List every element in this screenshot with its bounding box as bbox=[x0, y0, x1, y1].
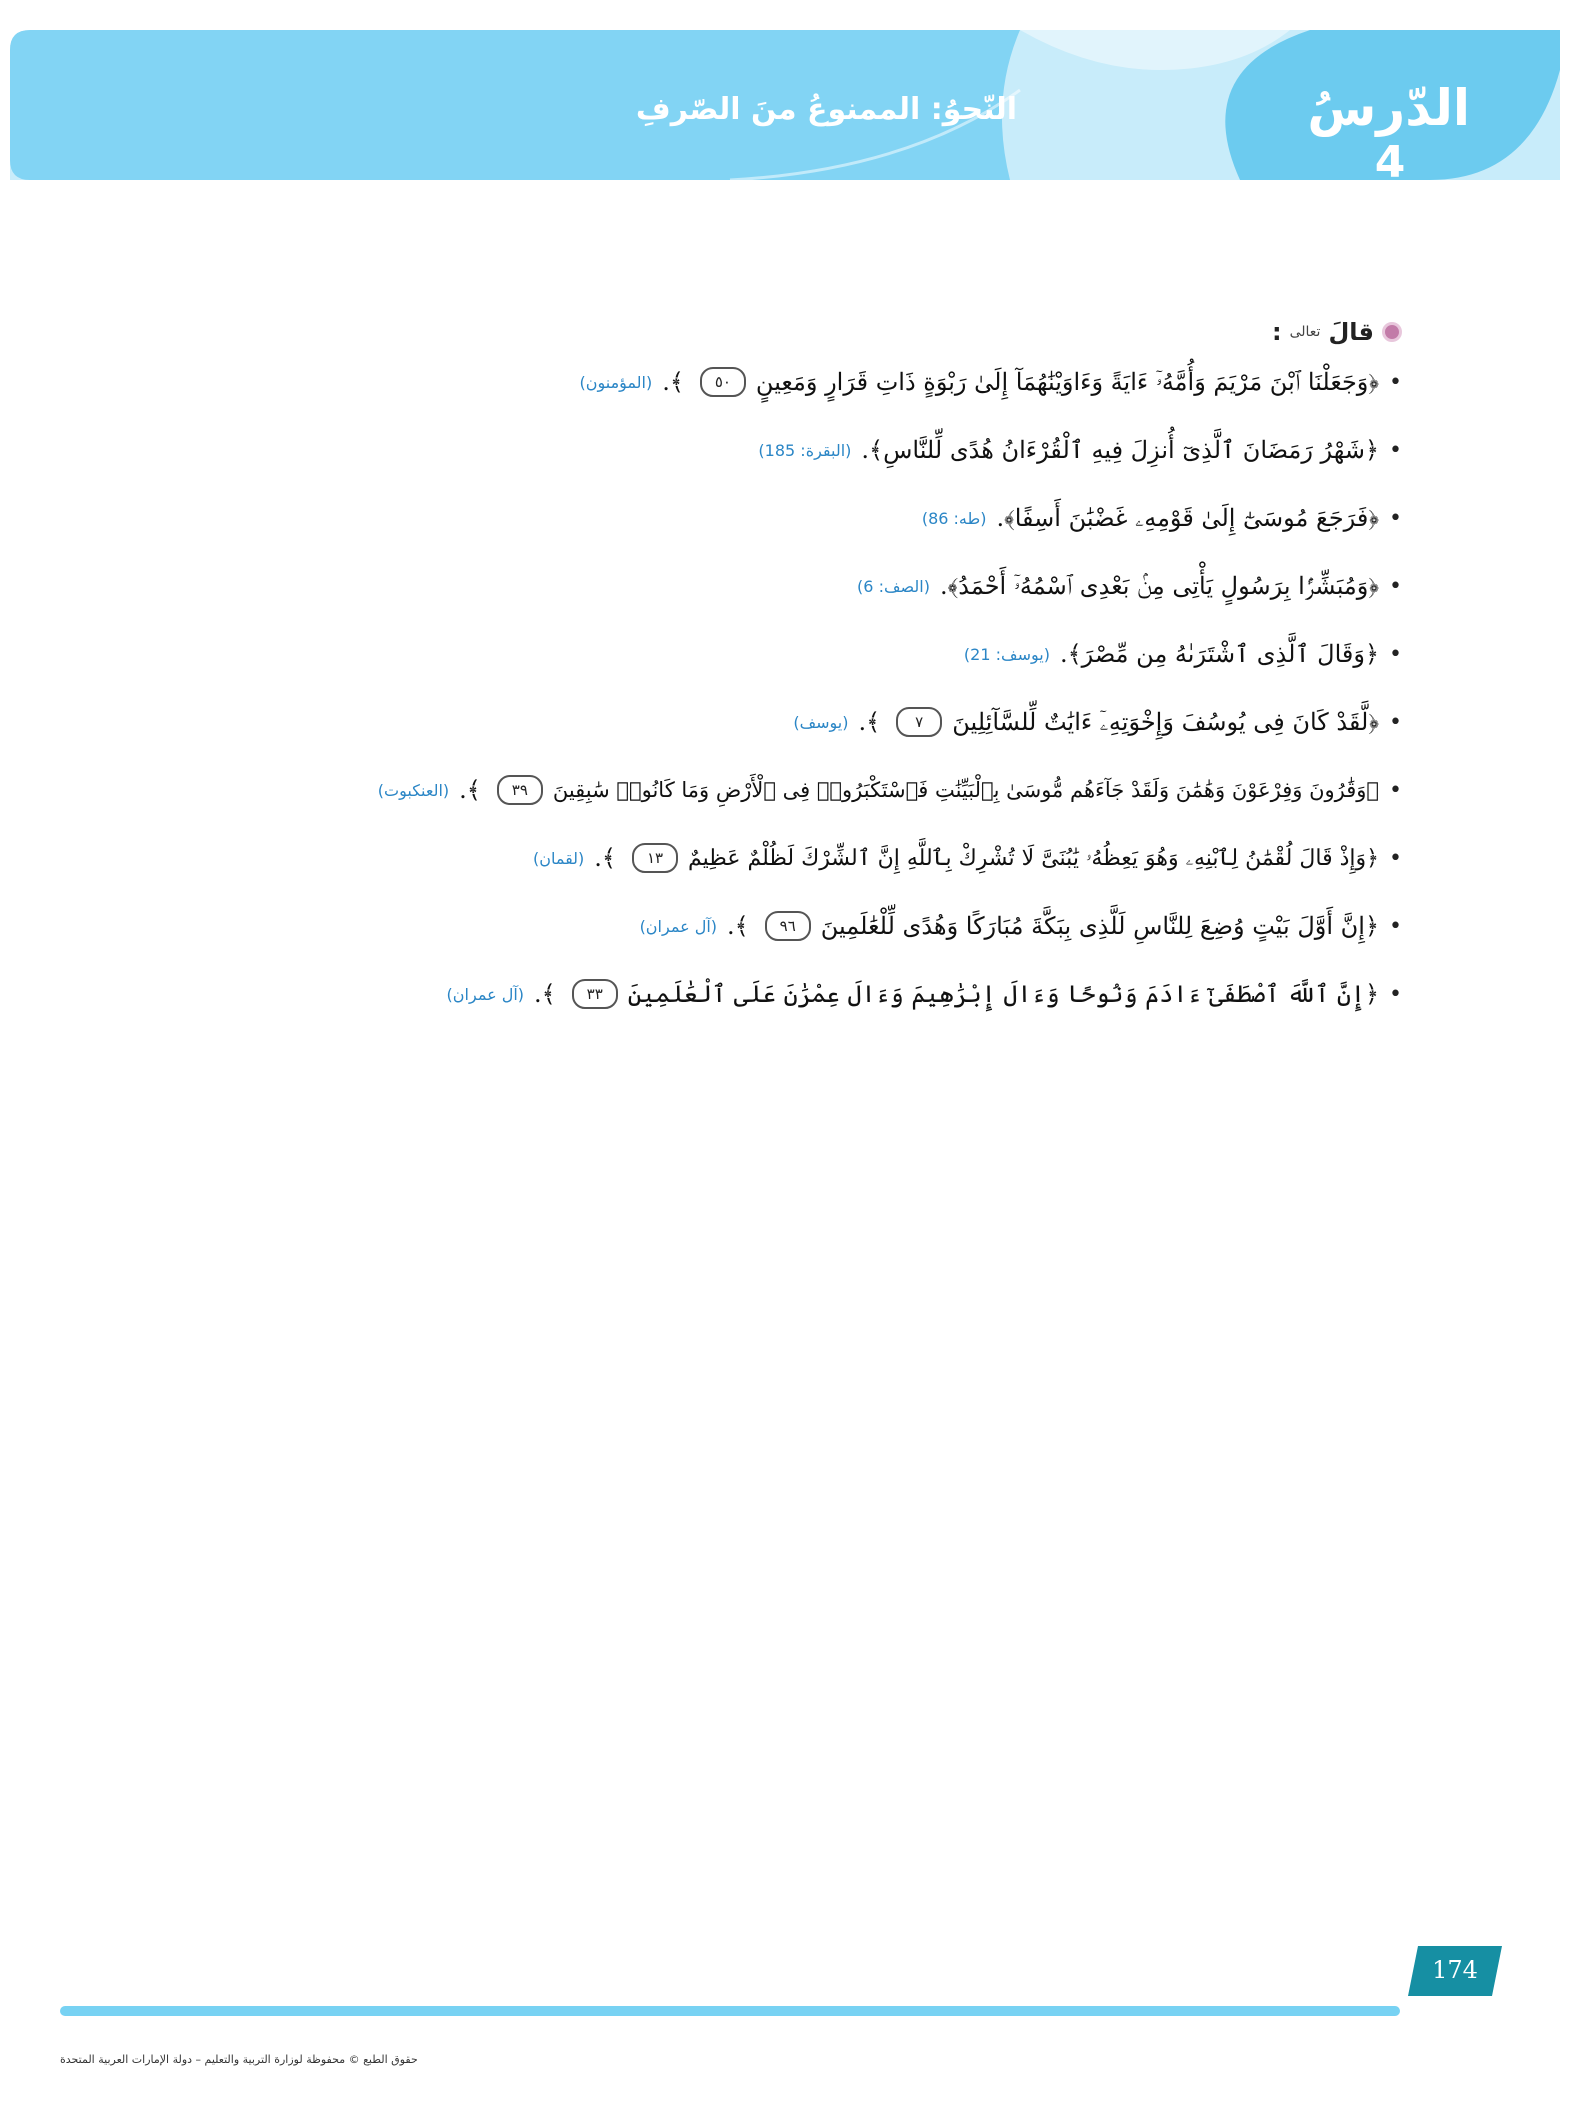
verse-text: ﴿وَمُبَشِّرًۢا بِرَسُولٍ يَأْتِى مِنۢ بَعْدِى ٱسْمُهُۥٓ أَحْمَدُ﴾. bbox=[939, 572, 1380, 600]
lesson-title: النّحوُ: الممنوعُ منَ الصّرفِ bbox=[635, 92, 1017, 127]
verse-text: ﴿فَرَجَعَ مُوسَىٰٓ إِلَىٰ قَوْمِهِۦ غَضْبَٰنَ أَسِفًا﴾. bbox=[996, 504, 1380, 532]
verse-reference: (العنكبوت) bbox=[377, 780, 450, 800]
verse-text: ﴿وَجَعَلْنَا ٱبْنَ مَرْيَمَ وَأُمَّهُۥٓ ءَايَةً وَءَاوَيْنَٰهُمَآ إِلَىٰ رَبْوَةٍ ذَاتِ قَرَارٍ وَمَعِينٍ bbox=[755, 368, 1380, 396]
verse-reference: (المؤمنون) bbox=[579, 372, 653, 392]
verse-item bbox=[162, 348, 1402, 416]
verse-close: ﴾. bbox=[459, 776, 481, 804]
verse-number: ٣٩ bbox=[497, 775, 543, 805]
verse-reference: (يوسف: 21) bbox=[963, 644, 1050, 664]
verse-reference: (آل عمران) bbox=[446, 984, 525, 1004]
verse-text: ﴿لَّقَدْ كَانَ فِى يُوسُفَ وَإِخْوَتِهِۦٓ ءَايَٰتٌ لِّلسَّآئِلِينَ bbox=[952, 708, 1380, 736]
verse-item bbox=[162, 960, 1402, 1028]
verse-text: ﴿إِنَّ أَوَّلَ بَيْتٍ وُضِعَ لِلنَّاسِ لَلَّذِى بِبَكَّةَ مُبَارَكًا وَهُدًى لِّلْعَٰلَمِينَ bbox=[820, 912, 1380, 940]
verse-reference: (الصف: 6) bbox=[857, 576, 930, 596]
verse-list bbox=[162, 348, 1402, 1028]
footer-divider bbox=[60, 2006, 1400, 2016]
verse-close: ﴾. bbox=[662, 368, 684, 396]
bullet-icon: • bbox=[1389, 777, 1402, 803]
bullet-icon: • bbox=[1389, 369, 1402, 395]
verse-reference: (طه: 86) bbox=[921, 508, 987, 528]
verse-text: ﴿إِنَّ ٱللَّهَ ٱصْطَفَىٰٓ ءَادَمَ وَنُوحًا وَءَالَ إِبْرَٰهِيمَ وَءَالَ عِمْرَٰنَ عَلَى ٱلْعَٰلَمِينَ bbox=[627, 980, 1380, 1008]
verse-item bbox=[162, 552, 1402, 620]
verse-reference: (لقمان) bbox=[532, 848, 585, 868]
bullet-icon: • bbox=[1389, 641, 1402, 667]
verse-close: ﴾. bbox=[534, 980, 556, 1008]
verse-item bbox=[162, 892, 1402, 960]
bullet-icon: • bbox=[1389, 913, 1402, 939]
verse-text: ﴿شَهْرُ رَمَضَانَ ٱلَّذِىٓ أُنزِلَ فِيهِ ٱلْقُرْءَانُ هُدًى لِّلنَّاسِ﴾. bbox=[861, 436, 1380, 464]
verse-item bbox=[162, 484, 1402, 552]
verse-close: ﴾. bbox=[727, 912, 749, 940]
intro-sub-text: تعالى bbox=[1289, 324, 1321, 340]
bullet-icon: • bbox=[1389, 845, 1402, 871]
verse-reference: (آل عمران) bbox=[639, 916, 718, 936]
verse-item bbox=[162, 824, 1402, 892]
bullet-dot-icon bbox=[1382, 322, 1402, 342]
verse-text: ﴿وَقَٰرُونَ وَفِرْعَوْنَ وَهَٰمَٰنَ وَلَقَدْ جَآءَهُم مُّوسَىٰ بِٱلْبَيِّنَٰتِ فَٱسْتَكْبَرُوا۟ فِى ٱلْأَرْضِ وَمَا كَانُوا۟ سَٰبِقِينَ bbox=[552, 778, 1380, 802]
verse-close: ﴾. bbox=[594, 844, 616, 872]
lesson-number: 4 bbox=[1374, 137, 1406, 188]
verse-text: ﴿وَقَالَ ٱلَّذِى ٱشْتَرَىٰهُ مِن مِّصْرَ﴾. bbox=[1059, 640, 1380, 668]
copyright-notice: حقوق الطبع © محفوظة لوزارة التربية والتعليم – دولة الإمارات العربية المتحدة bbox=[60, 2053, 418, 2066]
verse-reference: (يوسف) bbox=[793, 712, 849, 732]
bullet-icon: • bbox=[1389, 437, 1402, 463]
verse-item bbox=[162, 688, 1402, 756]
verse-number: ٥٠ bbox=[700, 367, 746, 397]
verse-item bbox=[162, 416, 1402, 484]
lesson-label: الدّرسُ bbox=[1307, 79, 1470, 137]
bullet-icon: • bbox=[1389, 981, 1402, 1007]
intro-colon: : bbox=[1271, 318, 1282, 346]
intro-label bbox=[1272, 318, 1402, 346]
page-number-tab bbox=[1408, 1946, 1502, 1996]
verse-item bbox=[162, 620, 1402, 688]
verse-reference: (البقرة: 185) bbox=[758, 440, 852, 460]
intro-text: قالَ bbox=[1328, 318, 1374, 346]
verse-number: ٩٦ bbox=[765, 911, 811, 941]
verse-item bbox=[162, 756, 1402, 824]
bullet-icon: • bbox=[1389, 709, 1402, 735]
verse-text: ﴿وَإِذْ قَالَ لُقْمَٰنُ لِٱبْنِهِۦ وَهُوَ يَعِظُهُۥ يَٰبُنَىَّ لَا تُشْرِكْ بِٱللَّهِ إِنَّ ٱلشِّرْكَ لَظُلْمٌ عَظِيمٌ bbox=[688, 845, 1380, 871]
verse-number: ١٣ bbox=[632, 843, 678, 873]
bullet-icon: • bbox=[1389, 573, 1402, 599]
verse-close: ﴾. bbox=[858, 708, 881, 736]
page-number: 174 bbox=[1432, 1956, 1478, 1984]
verse-number: ٧ bbox=[896, 707, 942, 737]
bullet-icon: • bbox=[1389, 505, 1402, 531]
verse-number: ٣٣ bbox=[572, 979, 618, 1009]
